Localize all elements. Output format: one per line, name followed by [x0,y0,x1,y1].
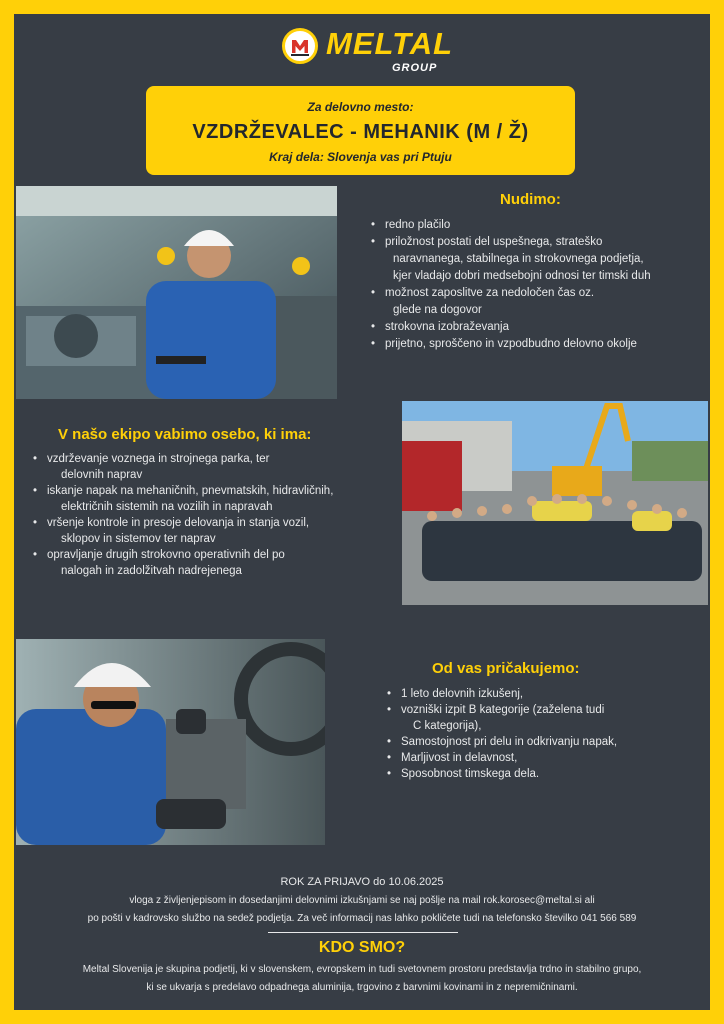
expect-item: • Sposobnost timskega dela. [385,767,705,782]
offer-item: • možnost zaposlitve za nedoločen čas oz. [369,285,709,301]
meltal-logo [282,26,462,82]
duty-item: • vršenje kontrole in presoje delovanja in stanja vozil, [31,516,391,531]
offer-item: • redno plačilo [369,217,709,233]
offer-list [369,217,709,353]
offer-item: • prijetno, sproščeno in vzpodbudno delovno okolje [369,336,709,352]
duties-list [31,452,391,580]
offer-item-continued: glede na dogovor [393,304,482,316]
job-banner [146,86,575,175]
expect-item: • Samostojnost pri delu in odkrivanju napak, [385,735,705,750]
duty-item-continued: sklopov in sistemov ter naprav [61,533,216,545]
offer-heading: Nudimo: [500,191,561,208]
brand-name: MELTAL [326,26,454,61]
application-instructions-line1: vloga z življenjepisom in dosedanjimi delovnimi izkušnjami se naj pošlje na mail rok.korosec@meltal.si ali [129,895,595,906]
about-heading: KDO SMO? [318,939,406,956]
duty-item-continued: električnih sistemih na vozilih in napravah [61,501,273,513]
expect-item: • Marljivost in delavnost, [385,751,705,766]
duty-item: • vzdrževanje voznega in strojnega parka, ter [31,452,391,467]
duty-item-continued: delovnih naprav [61,469,143,481]
brand-group: GROUP [392,62,438,74]
offer-item-continued: naravnanega, stabilnega in strokovnega podjetja, [393,253,644,265]
expect-list [385,687,705,783]
expect-heading: Od vas pričakujemo: [432,660,580,677]
poster [14,14,710,1010]
banner-subtitle: Za delovno mesto: [307,100,414,114]
expect-item: • 1 leto delovnih izkušenj, [385,687,705,702]
duty-item: • iskanje napak na mehaničnih, pnevmatskih, hidravličnih, [31,484,391,499]
photo-worker-machine [16,186,337,399]
duty-item-continued: nalogah in zadolžitvah nadrejenega [61,565,242,577]
about-line1: Meltal Slovenija je skupina podjetij, ki v slovenskem, evropskem in tudi svetovnem prostoru predstavlja trdno in stabilno grupo, [82,964,642,975]
about-line2: ki se ukvarja s predelavo odpadnega aluminija, trgovino z barvnimi kovinami in z nepremičninami. [146,982,578,993]
offer-item: • strokovna izobraževanja [369,319,709,335]
expect-item-continued: C kategorija), [413,720,482,732]
photo-worker-gloves [16,639,325,845]
offer-item-continued: kjer vladajo dobri medsebojni odnosi ter timski duh [393,270,651,282]
expect-item: • vozniški izpit B kategorije (zaželena tudi [385,703,705,718]
job-location: Kraj dela: Slovenja vas pri Ptuju [269,150,452,164]
application-deadline: ROK ZA PRIJAVO do 10.06.2025 [280,876,444,888]
job-title: VZDRŽEVALEC - MEHANIK (M / Ž) [192,121,529,143]
divider [268,932,458,933]
application-instructions-line2: po pošti v kadrovsko službo na sedež podjetja. Za več informacij nas lahko pokličete tudi na telefonsko številko 041 566 589 [87,913,637,924]
duty-item: • opravljanje drugih strokovno operativnih del po [31,548,391,563]
duties-heading: V našo ekipo vabimo osebo, ki ima: [58,426,312,443]
offer-item: • priložnost postati del uspešnega, strateško [369,234,709,250]
meltal-logo-icon [282,28,318,64]
photo-team [402,401,708,605]
